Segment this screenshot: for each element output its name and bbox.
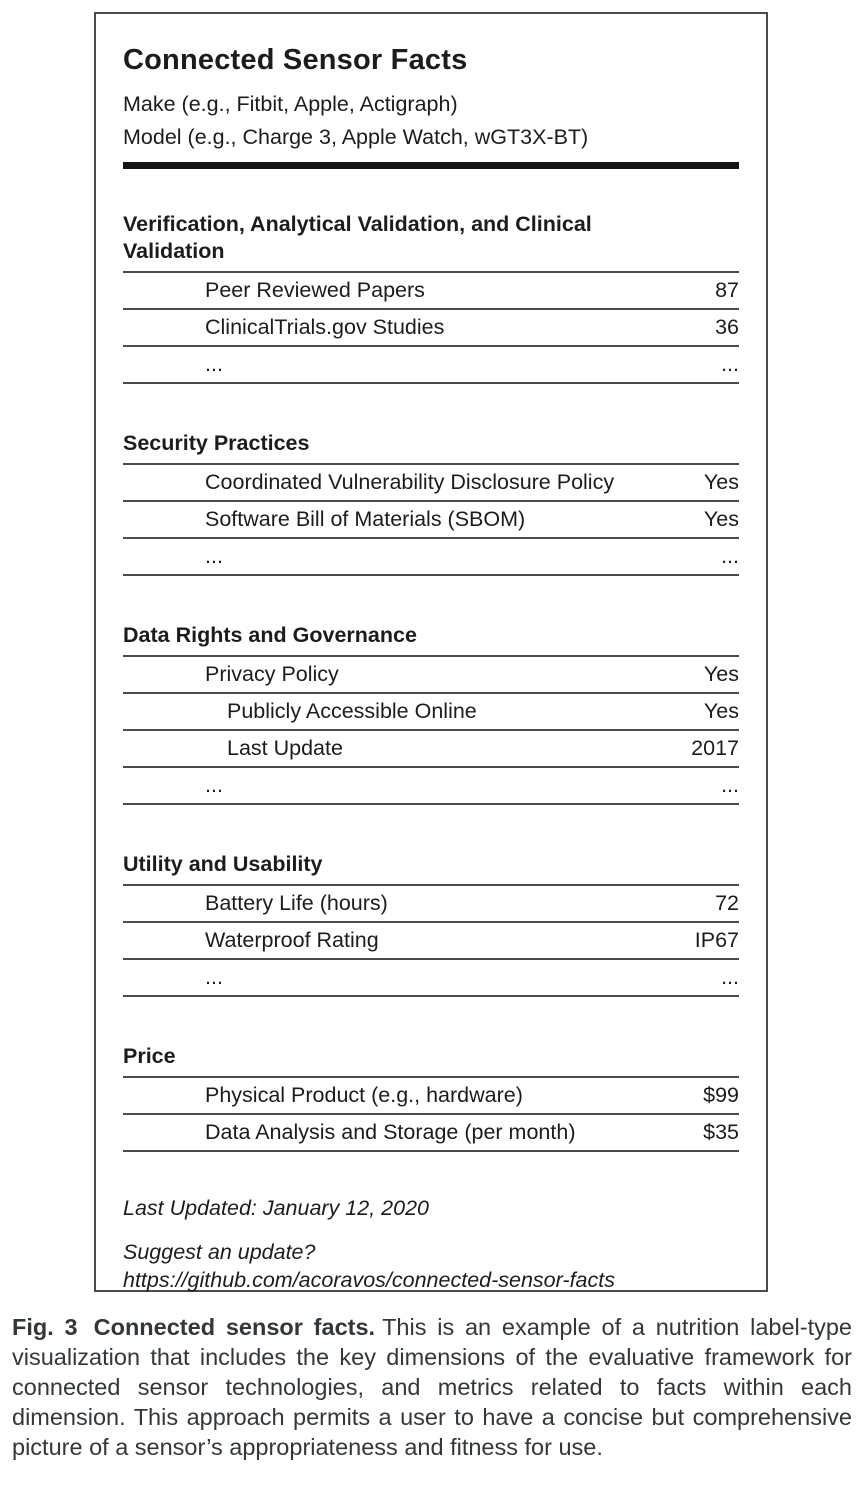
caption-text: This is an example of a nutrition label-type visualization that includes the key dimensions of the evaluative framework for connected sensor technologies, and metrics related to facts within each dimension. This approach permits a user to have a concise but comprehensive picture of a sensor’s appropriateness and fitness for use. bbox=[12, 1314, 853, 1460]
fact-value: Yes bbox=[703, 699, 739, 723]
fact-row bbox=[123, 657, 739, 694]
fact-value: 2017 bbox=[691, 736, 739, 760]
section-title: Security Practices bbox=[123, 431, 310, 455]
last-updated-note: Last Updated: January 12, 2020 bbox=[123, 1196, 429, 1220]
fact-row bbox=[123, 1115, 739, 1152]
fact-row bbox=[123, 465, 739, 502]
suggest-update-text: Suggest an update? bbox=[123, 1240, 316, 1264]
fact-label: Peer Reviewed Papers bbox=[205, 278, 425, 302]
fact-value: ... bbox=[721, 352, 739, 376]
fact-value: ... bbox=[721, 773, 739, 797]
fact-label: ClinicalTrials.gov Studies bbox=[205, 315, 445, 339]
fact-value: $35 bbox=[703, 1120, 739, 1144]
fact-label: ... bbox=[205, 352, 223, 376]
section-title: Price bbox=[123, 1044, 176, 1068]
suggest-update-url: https://github.com/acoravos/connected-sensor-facts bbox=[123, 1268, 615, 1292]
fact-value: ... bbox=[721, 544, 739, 568]
fact-value: ... bbox=[721, 965, 739, 989]
fact-label: Data Analysis and Storage (per month) bbox=[205, 1120, 576, 1144]
fact-value: Yes bbox=[703, 470, 739, 494]
fact-row bbox=[123, 539, 739, 576]
label-sections bbox=[123, 211, 739, 1152]
fact-label: Software Bill of Materials (SBOM) bbox=[205, 507, 526, 531]
fact-row bbox=[123, 310, 739, 347]
fact-value: Yes bbox=[703, 662, 739, 686]
fact-row bbox=[123, 273, 739, 310]
fact-label: ... bbox=[205, 773, 223, 797]
fact-value: Yes bbox=[703, 507, 739, 531]
fact-row bbox=[123, 731, 739, 768]
label-section bbox=[123, 851, 739, 997]
model-line: Model (e.g., Charge 3, Apple Watch, wGT3X-BT) bbox=[123, 125, 589, 149]
fact-row bbox=[123, 1078, 739, 1115]
fact-row bbox=[123, 923, 739, 960]
figure-number: Fig. 3 bbox=[12, 1314, 78, 1340]
fact-value: 72 bbox=[715, 891, 739, 915]
label-title: Connected Sensor Facts bbox=[123, 44, 468, 76]
fact-row bbox=[123, 886, 739, 923]
fact-row bbox=[123, 502, 739, 539]
fact-label: ... bbox=[205, 544, 223, 568]
figure-title: Connected sensor facts. bbox=[93, 1314, 376, 1340]
fact-row bbox=[123, 960, 739, 997]
fact-value: $99 bbox=[703, 1083, 739, 1107]
fact-label: ... bbox=[205, 965, 223, 989]
label-footer bbox=[123, 1194, 739, 1294]
fact-label: Battery Life (hours) bbox=[205, 891, 388, 915]
fact-label: Physical Product (e.g., hardware) bbox=[205, 1083, 523, 1107]
fact-label: Privacy Policy bbox=[205, 662, 339, 686]
fact-label: Waterproof Rating bbox=[205, 928, 379, 952]
label-section bbox=[123, 622, 739, 805]
fact-row bbox=[123, 694, 739, 731]
fact-label: Last Update bbox=[227, 736, 343, 760]
suggest-update-note bbox=[123, 1238, 739, 1294]
section-title: Data Rights and Governance bbox=[123, 623, 417, 647]
fact-row bbox=[123, 347, 739, 384]
figure-caption bbox=[12, 1312, 852, 1462]
fact-label: Publicly Accessible Online bbox=[227, 699, 477, 723]
section-title: Verification, Analytical Validation, and Clinical Validation bbox=[123, 212, 592, 263]
label-section bbox=[123, 1043, 739, 1152]
fact-value: 36 bbox=[715, 315, 739, 339]
sensor-facts-label bbox=[94, 12, 768, 1292]
fact-label: Coordinated Vulnerability Disclosure Policy bbox=[205, 470, 615, 494]
fact-value: 87 bbox=[715, 278, 739, 302]
section-title: Utility and Usability bbox=[123, 852, 323, 876]
fact-value: IP67 bbox=[694, 928, 739, 952]
label-section bbox=[123, 430, 739, 576]
label-section bbox=[123, 211, 739, 384]
make-line: Make (e.g., Fitbit, Apple, Actigraph) bbox=[123, 92, 458, 116]
fact-row bbox=[123, 768, 739, 805]
header-divider-bar bbox=[123, 162, 739, 169]
